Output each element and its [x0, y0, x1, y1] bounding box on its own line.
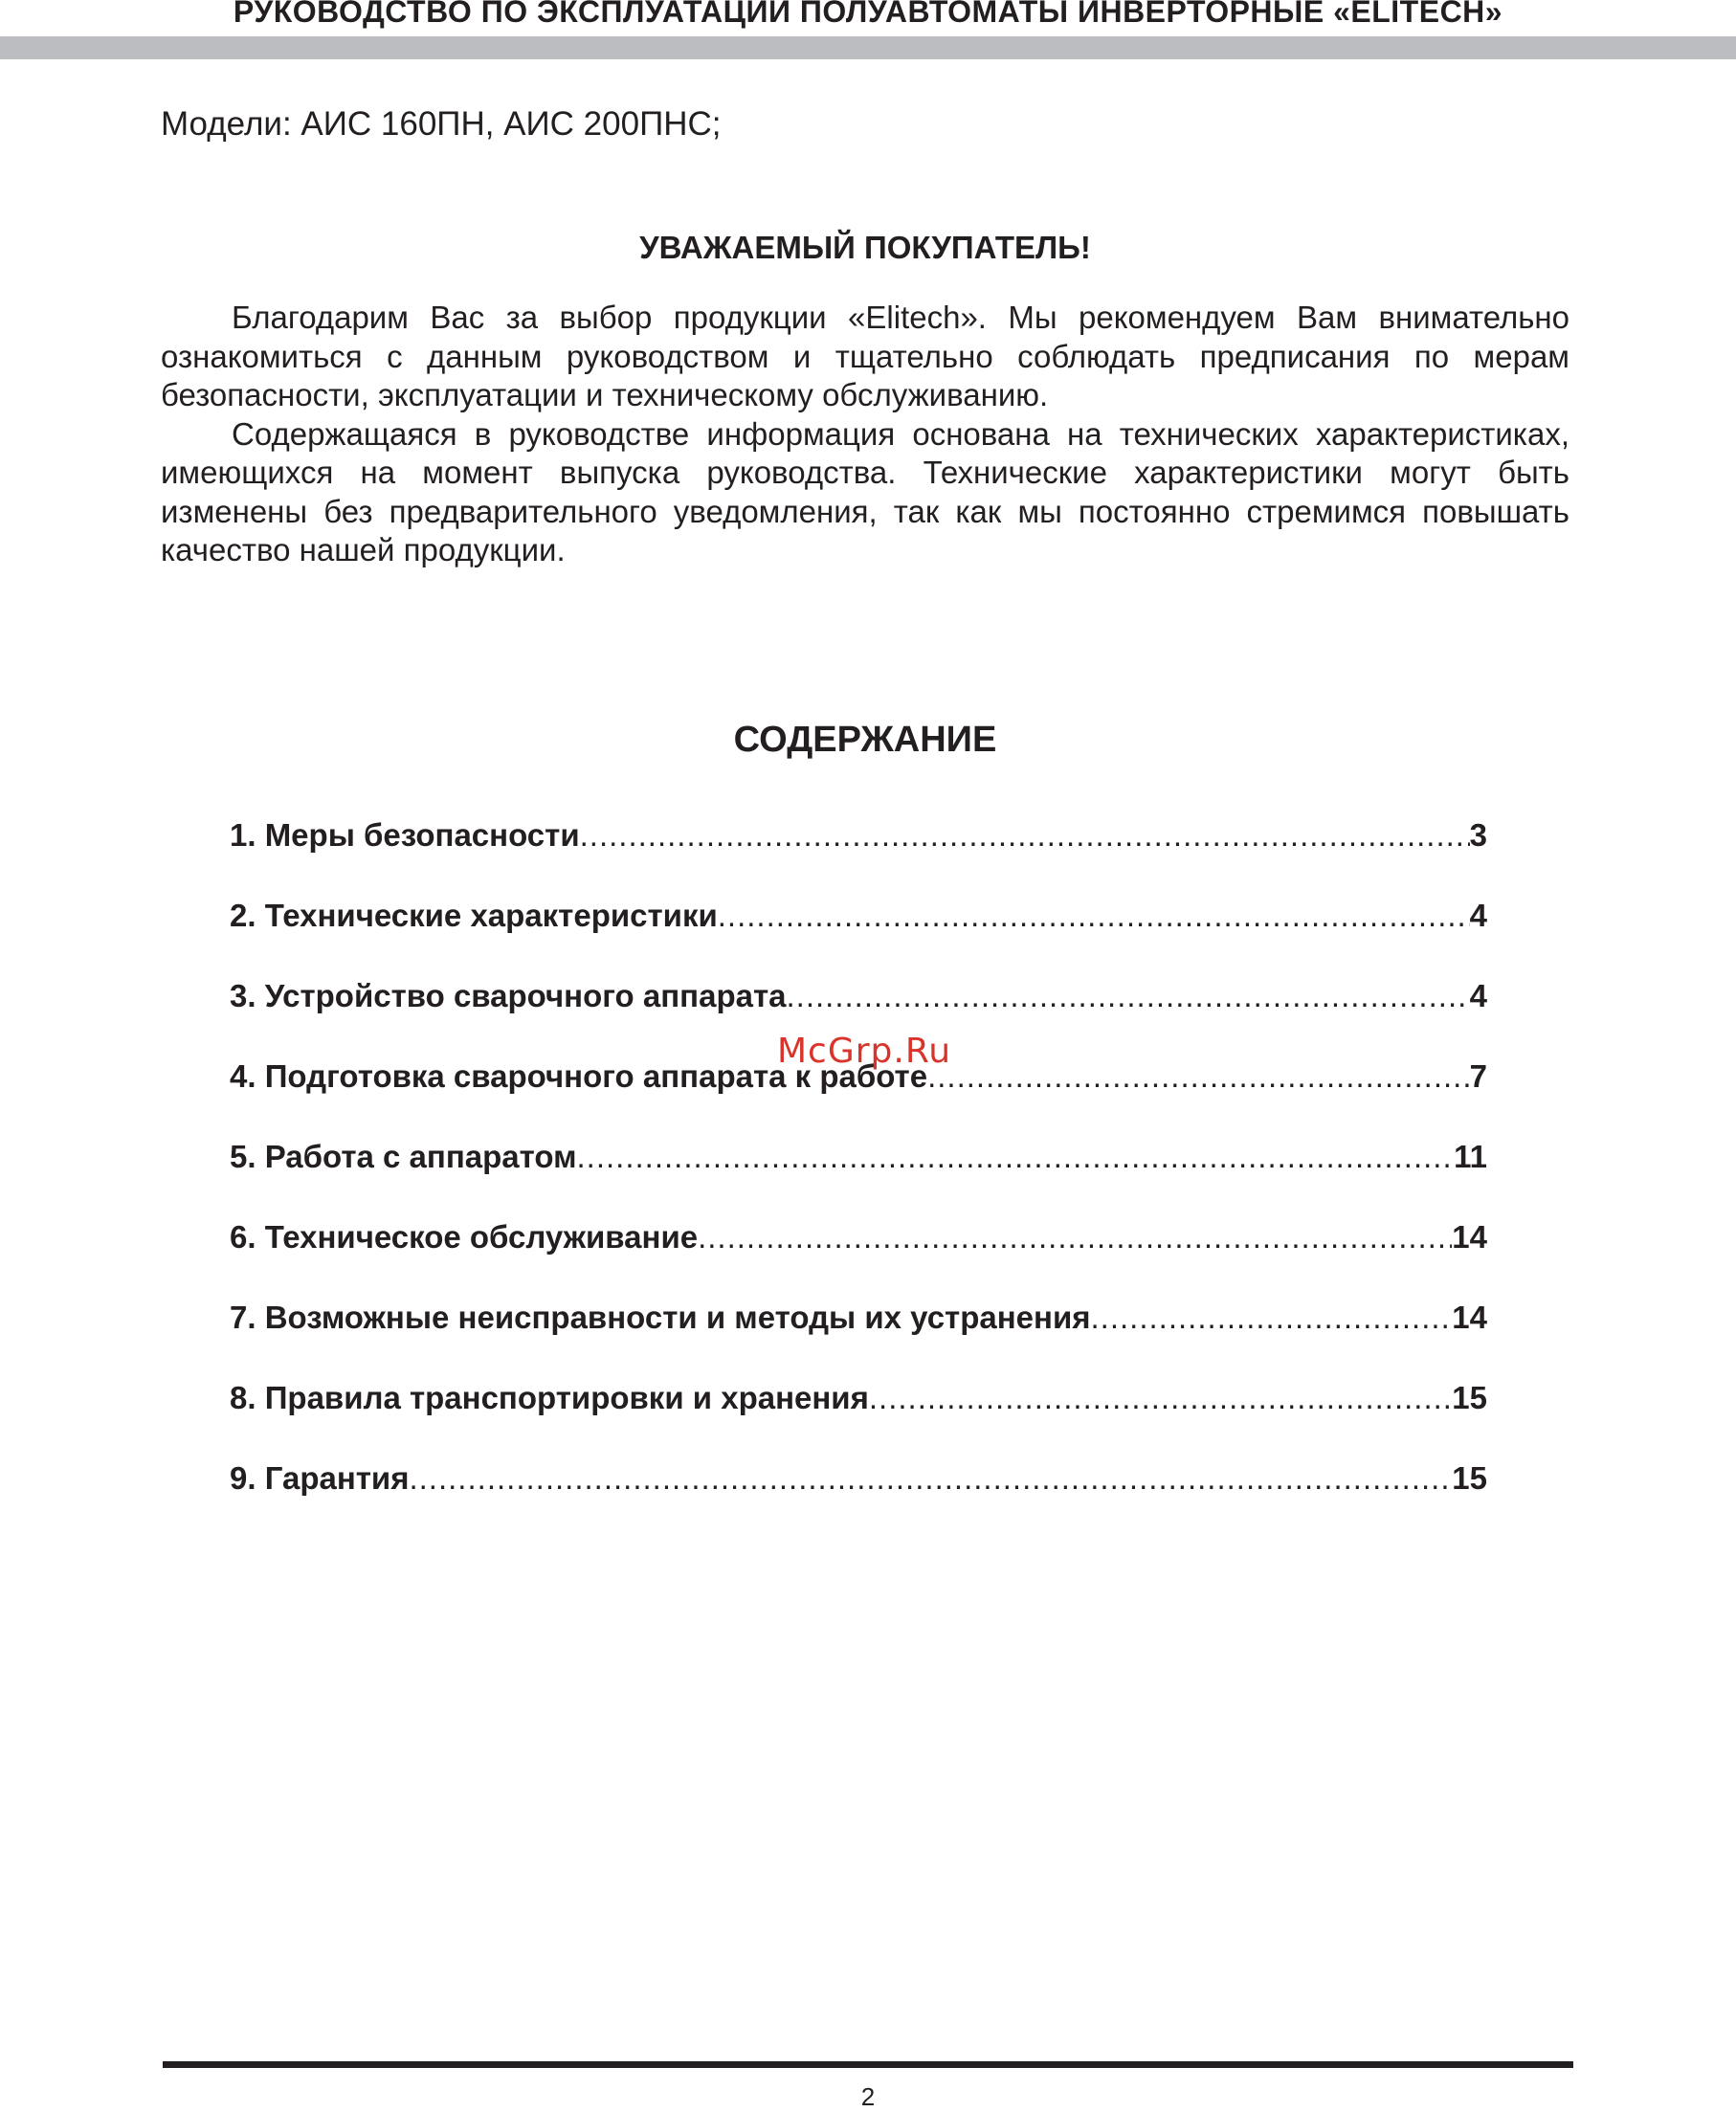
- toc-leader-dots: [576, 1139, 1454, 1175]
- toc-entry[interactable]: [230, 1380, 1487, 1416]
- toc-entry-title: 9. Гарантия: [230, 1460, 410, 1496]
- toc-entry-title: 8. Правила транспортировки и хранения: [230, 1380, 869, 1415]
- toc-entry[interactable]: [230, 817, 1487, 854]
- toc-leader-dots: [718, 898, 1470, 934]
- toc-entry[interactable]: [230, 1139, 1487, 1175]
- models-line: Модели: АИС 160ПН, АИС 200ПНС;: [161, 105, 722, 143]
- toc-leader-dots: [1091, 1300, 1453, 1336]
- footer-rule: [163, 2061, 1573, 2068]
- intro-text: [161, 299, 1569, 570]
- toc-entry[interactable]: [230, 1460, 1487, 1497]
- toc-entry-page: 7: [1469, 1058, 1487, 1094]
- toc-entry[interactable]: [230, 1300, 1487, 1336]
- toc-leader-dots: [869, 1380, 1452, 1416]
- greeting-heading: УВАЖАЕМЫЙ ПОКУПАТЕЛЬ!: [639, 230, 1091, 265]
- toc-entry-page: 14: [1452, 1219, 1487, 1255]
- toc-entry-title: 6. Техническое обслуживание: [230, 1219, 699, 1255]
- intro-paragraph-2: Содержащаяся в руководстве информация основана на технических характеристиках, имеющихся на момент выпуска руководства. Технические характеристики могут быть изменены без предварительного уведомления, так как мы постоянно стремимся повышать качество нашей продукции.: [161, 415, 1569, 567]
- page-number: 2: [860, 2082, 876, 2111]
- toc-entry-title: 2. Технические характеристики: [230, 898, 718, 933]
- toc-leader-dots: [580, 817, 1470, 854]
- document-header-title: РУКОВОДСТВО ПО ЭКСПЛУАТАЦИИ ПОЛУАВТОМАТЫ ИНВЕРТОРНЫЕ «ELITECH»: [233, 0, 1503, 29]
- toc-leader-dots: [927, 1058, 1470, 1095]
- toc-leader-dots: [786, 978, 1469, 1014]
- watermark: McGrp.Ru: [777, 1032, 952, 1071]
- toc-entry-page: 4: [1469, 978, 1487, 1013]
- toc-entry-page: 14: [1452, 1300, 1487, 1335]
- header-bar: [0, 36, 1736, 59]
- toc-entry-title: 5. Работа с аппаратом: [230, 1139, 577, 1174]
- toc-entry-title: 3. Устройство сварочного аппарата: [230, 978, 787, 1013]
- toc-entry[interactable]: [230, 978, 1487, 1014]
- toc-entry-page: 4: [1469, 898, 1487, 933]
- toc-entry-page: 15: [1452, 1460, 1487, 1496]
- toc-entry-page: 11: [1454, 1139, 1487, 1174]
- toc-entry-title: 4. Подготовка сварочного аппарата к работе: [230, 1058, 928, 1094]
- toc-entry-title: 7. Возможные неисправности и методы их устранения: [230, 1300, 1091, 1335]
- toc-heading: СОДЕРЖАНИЕ: [733, 720, 997, 760]
- toc-entry-title: 1. Меры безопасности: [230, 817, 580, 853]
- toc-leader-dots: [698, 1219, 1452, 1256]
- toc-leader-dots: [409, 1460, 1452, 1497]
- toc-entry-page: 15: [1452, 1380, 1487, 1415]
- toc-entry[interactable]: [230, 1219, 1487, 1256]
- intro-paragraph-1: Благодарим Вас за выбор продукции «Elitech». Мы рекомендуем Вам внимательно ознакомиться с данным руководством и тщательно соблюдать предписания по мерам безопасности, эксплуатации и техническому обслуживанию.: [161, 300, 1569, 412]
- toc-entry-page: 3: [1469, 817, 1487, 853]
- toc-entry[interactable]: [230, 898, 1487, 934]
